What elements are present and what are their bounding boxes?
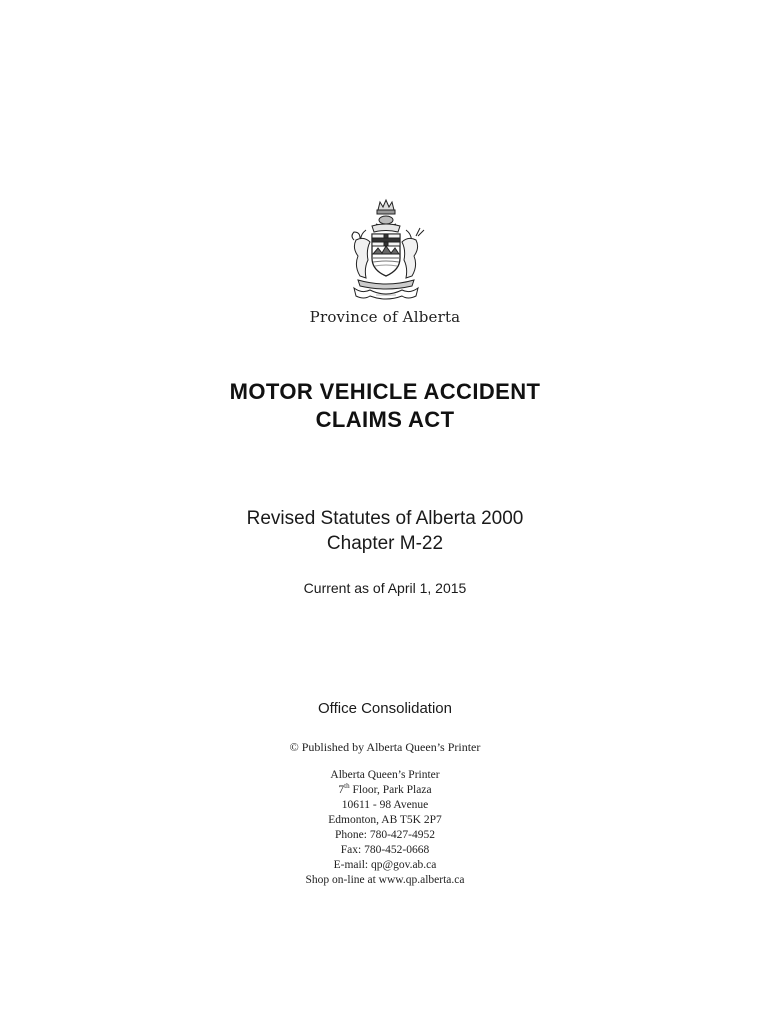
statute-line-2: Chapter M-22 bbox=[326, 533, 444, 554]
address-city: Edmonton, AB T5K 2P7 bbox=[328, 814, 442, 826]
alberta-coat-of-arms-icon bbox=[336, 196, 436, 304]
address-floor: 7th Floor, Park Plaza bbox=[338, 782, 432, 796]
address-street: 10611 - 98 Avenue bbox=[341, 799, 429, 811]
publisher-address bbox=[0, 768, 770, 858]
office-consolidation: Office Consolidation bbox=[318, 700, 452, 717]
statute-line-1: Revised Statutes of Alberta 2000 bbox=[246, 508, 524, 529]
publisher-contact bbox=[0, 858, 770, 888]
contact-email: E-mail: qp@gov.ab.ca bbox=[333, 859, 437, 871]
statute-reference bbox=[0, 506, 770, 556]
act-title bbox=[0, 378, 770, 434]
act-title-line-1: MOTOR VEHICLE ACCIDENT bbox=[229, 379, 541, 404]
contact-shop-link: Shop on-line at www.qp.alberta.ca bbox=[305, 874, 465, 886]
address-fax: Fax: 780-452-0668 bbox=[340, 844, 430, 856]
address-phone: Phone: 780-427-4952 bbox=[335, 829, 435, 841]
current-as-of: Current as of April 1, 2015 bbox=[303, 580, 467, 596]
published-by: © Published by Alberta Queen’s Printer bbox=[289, 740, 481, 754]
address-name: Alberta Queen’s Printer bbox=[330, 769, 440, 781]
province-name: Province of Alberta bbox=[309, 308, 461, 326]
act-title-line-2: CLAIMS ACT bbox=[315, 407, 455, 432]
